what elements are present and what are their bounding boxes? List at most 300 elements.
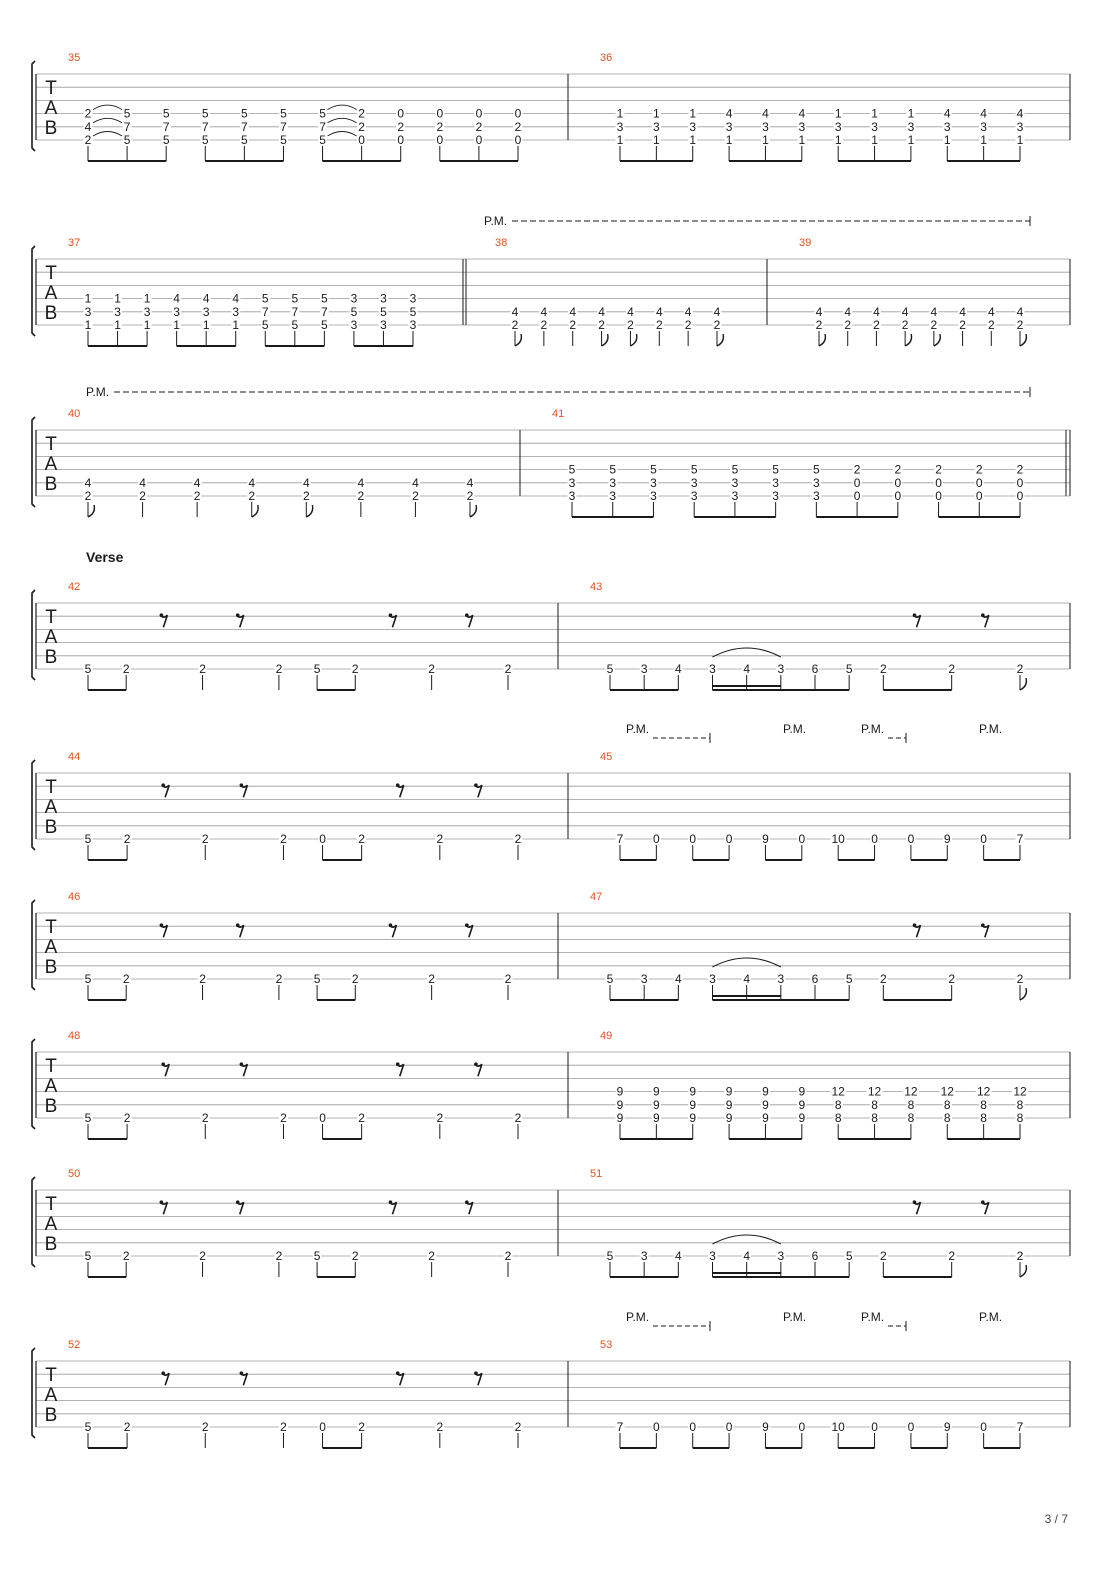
fret-number: 2	[357, 489, 365, 503]
tab-clef-letter: T	[45, 434, 57, 455]
tab-clef-letter: A	[44, 283, 58, 304]
system-bracket	[32, 760, 35, 850]
tab-clef-letter: B	[44, 1234, 58, 1255]
fret-number: 2	[358, 106, 365, 121]
fret-number: 9	[653, 1084, 660, 1099]
fret-number: 5	[845, 662, 853, 676]
fret-number: 0	[397, 106, 405, 121]
page-number: 3 / 7	[1044, 1512, 1068, 1526]
fret-number: 3	[689, 119, 697, 134]
fret-number: 5	[123, 133, 131, 147]
fret-number: 4	[655, 304, 663, 319]
eighth-rest	[160, 615, 167, 627]
fret-number: 0	[358, 133, 365, 147]
fret-number: 4	[511, 304, 519, 319]
eighth-rest-dot	[236, 923, 240, 927]
fret-number: 2	[122, 972, 130, 986]
system-6	[32, 891, 1070, 1000]
fret-number: 2	[1016, 318, 1024, 332]
fret-number: 12	[831, 1084, 845, 1099]
fret-number: 4	[598, 304, 605, 319]
measure-number: 35	[68, 52, 81, 64]
fret-number: 8	[907, 1111, 915, 1125]
tab-clef-letter: A	[44, 1076, 58, 1097]
fret-number: 3	[143, 304, 151, 319]
fret-number: 9	[725, 1111, 733, 1125]
fret-number: 4	[1016, 106, 1024, 121]
fret-number: 0	[980, 832, 987, 846]
eighth-rest-dot	[236, 613, 240, 617]
fret-number: 2	[655, 318, 663, 332]
fret-number: 0	[798, 832, 806, 846]
fret-number: 5	[650, 462, 657, 477]
note-flag	[1020, 334, 1026, 346]
eighth-rest-dot	[389, 923, 393, 927]
fret-number: 4	[674, 1249, 682, 1263]
fret-number: 0	[653, 1420, 660, 1434]
fret-number: 4	[357, 475, 365, 490]
fret-number: 2	[975, 462, 983, 477]
tab-clef-letter: T	[45, 1194, 57, 1215]
fret-number: 0	[653, 832, 660, 846]
eighth-rest-dot	[161, 1062, 165, 1066]
fret-number: 5	[731, 462, 739, 477]
fret-number: 1	[871, 133, 878, 147]
fret-number: 8	[834, 1097, 842, 1112]
fret-number: 8	[943, 1111, 951, 1125]
system-bracket	[32, 1177, 35, 1267]
note-flag	[934, 334, 940, 346]
fret-number: 6	[811, 1249, 819, 1263]
tab-clef-letter: A	[44, 937, 58, 958]
fret-number: 3	[409, 291, 417, 306]
fret-number: 2	[504, 662, 512, 676]
measure-number: 43	[590, 581, 603, 593]
fret-number: 3	[772, 475, 779, 490]
fret-number: 4	[901, 304, 909, 319]
palm-mute-label: P.M.	[626, 1310, 650, 1324]
section-label: Verse	[86, 549, 124, 565]
eighth-rest	[914, 1202, 921, 1214]
eighth-rest-dot	[474, 1371, 478, 1375]
fret-number: 3	[616, 119, 624, 134]
fret-number: 5	[606, 972, 614, 986]
measure-number: 53	[600, 1339, 613, 1351]
fret-number: 5	[241, 133, 248, 147]
fret-number: 1	[114, 291, 121, 306]
system-bracket	[32, 1348, 35, 1438]
fret-number: 2	[948, 662, 956, 676]
palm-mute-label: P.M.	[783, 722, 807, 736]
fret-number: 3	[871, 119, 878, 134]
fret-number: 5	[845, 1249, 853, 1263]
fret-number: 9	[943, 832, 951, 846]
fret-number: 2	[122, 662, 130, 676]
measure-43	[590, 581, 1026, 690]
fret-number: 5	[261, 291, 269, 306]
fret-number: 5	[606, 662, 614, 676]
fret-number: 2	[358, 1420, 365, 1434]
fret-number: 2	[275, 972, 283, 986]
eighth-rest-dot	[236, 1200, 240, 1204]
fret-number: 1	[689, 133, 697, 147]
fret-number: 2	[514, 1420, 522, 1434]
eighth-rest-dot	[160, 1200, 164, 1204]
system-5	[32, 722, 1070, 860]
fret-number: 3	[380, 318, 387, 332]
tab-clef-letter: A	[44, 797, 58, 818]
measure-number: 46	[68, 891, 81, 903]
fret-number: 2	[959, 318, 966, 332]
fret-number: 0	[935, 475, 942, 490]
fret-number: 5	[350, 304, 358, 319]
fret-number: 4	[302, 475, 310, 490]
eighth-rest-dot	[161, 783, 165, 787]
fret-number: 3	[777, 972, 785, 986]
fret-number: 3	[834, 119, 842, 134]
fret-number: 5	[201, 133, 209, 147]
fret-number: 2	[1016, 1249, 1024, 1263]
fret-number: 2	[475, 119, 483, 134]
fret-number: 0	[1016, 489, 1024, 503]
fret-number: 12	[976, 1084, 991, 1099]
fret-number: 9	[798, 1111, 806, 1125]
measure-37	[68, 237, 418, 346]
fret-number: 3	[762, 119, 769, 134]
fret-number: 1	[798, 133, 806, 147]
eighth-rest	[240, 1373, 247, 1385]
fret-number: 2	[199, 972, 206, 986]
fret-number: 4	[232, 291, 240, 306]
fret-number: 1	[173, 318, 180, 332]
system-8	[32, 1168, 1070, 1277]
fret-number: 2	[879, 662, 887, 676]
fret-number: 2	[514, 119, 522, 134]
fret-number: 0	[853, 475, 861, 490]
fret-number: 9	[798, 1097, 806, 1112]
fret-number: 4	[943, 106, 951, 121]
measure-number: 52	[68, 1339, 81, 1351]
fret-number: 2	[397, 119, 405, 134]
eighth-rest	[466, 615, 473, 627]
fret-number: 2	[428, 972, 435, 986]
fret-number: 1	[616, 106, 624, 121]
fret-number: 2	[935, 462, 942, 477]
fret-number: 2	[280, 1420, 287, 1434]
fret-number: 5	[313, 1249, 321, 1263]
fret-number: 9	[762, 1097, 769, 1112]
fret-number: 7	[319, 119, 326, 134]
tab-clef-letter: B	[44, 118, 58, 139]
fret-number: 1	[143, 291, 151, 306]
eighth-rest	[389, 1202, 396, 1214]
fret-number: 3	[772, 489, 779, 503]
fret-number: 2	[351, 662, 359, 676]
fret-number: 2	[275, 662, 283, 676]
fret-number: 2	[1016, 462, 1024, 477]
fret-number: 3	[907, 119, 915, 134]
fret-number: 0	[725, 1420, 733, 1434]
tab-clef-letter: T	[45, 1365, 57, 1386]
fret-number: 2	[987, 318, 995, 332]
fret-number: 2	[436, 1111, 444, 1125]
fret-number: 2	[948, 1249, 956, 1263]
fret-number: 9	[689, 1084, 697, 1099]
system-7	[32, 1030, 1070, 1139]
tie	[328, 105, 357, 110]
fret-number: 12	[940, 1084, 954, 1099]
fret-number: 3	[350, 291, 358, 306]
fret-number: 4	[743, 1249, 751, 1263]
note-flag	[1020, 988, 1026, 1000]
fret-number: 2	[514, 832, 522, 846]
measure-47	[590, 891, 1026, 1000]
fret-number: 0	[975, 489, 983, 503]
eighth-rest	[475, 1064, 482, 1076]
fret-number: 5	[690, 462, 698, 477]
fret-number: 2	[351, 972, 359, 986]
fret-number: 5	[313, 662, 321, 676]
fret-number: 4	[173, 291, 180, 306]
tie	[93, 132, 122, 137]
tab-clef-letter: A	[44, 627, 58, 648]
fret-number: 4	[980, 106, 987, 121]
eighth-rest	[237, 925, 244, 937]
fret-number: 5	[319, 133, 326, 147]
fret-number: 3	[380, 291, 387, 306]
fret-number: 4	[412, 475, 419, 490]
fret-number: 1	[762, 133, 769, 147]
fret-number: 10	[831, 832, 845, 846]
fret-number: 3	[409, 318, 417, 332]
tab-clef-letter: T	[45, 263, 57, 284]
fret-number: 0	[475, 133, 483, 147]
tab-clef-letter: A	[44, 1214, 58, 1235]
fret-number: 8	[834, 1111, 842, 1125]
fret-number: 4	[844, 304, 852, 319]
fret-number: 5	[321, 291, 328, 306]
fret-number: 2	[511, 318, 519, 332]
fret-number: 7	[201, 119, 209, 134]
fret-number: 0	[1016, 475, 1024, 490]
system-9	[32, 1310, 1070, 1448]
fret-number: 2	[684, 318, 692, 332]
fret-number: 9	[762, 832, 769, 846]
fret-number: 5	[84, 1249, 92, 1263]
tab-clef-letter: B	[44, 474, 58, 495]
fret-number: 2	[201, 832, 209, 846]
note-flag	[602, 334, 608, 346]
fret-number: 0	[436, 133, 444, 147]
fret-number: 9	[798, 1084, 806, 1099]
fret-number: 9	[762, 1111, 769, 1125]
fret-number: 7	[616, 1420, 624, 1434]
eighth-rest	[237, 1202, 244, 1214]
fret-number: 5	[84, 662, 92, 676]
fret-number: 4	[674, 972, 682, 986]
fret-number: 0	[935, 489, 942, 503]
fret-number: 2	[1016, 972, 1024, 986]
fret-number: 2	[84, 106, 92, 121]
fret-number: 3	[1016, 119, 1024, 134]
measure-number: 48	[68, 1030, 81, 1042]
fret-number: 2	[275, 1249, 283, 1263]
tie	[93, 105, 122, 110]
fret-number: 2	[873, 318, 880, 332]
fret-number: 3	[568, 489, 576, 503]
fret-number: 1	[689, 106, 697, 121]
fret-number: 1	[725, 133, 733, 147]
fret-number: 0	[689, 1420, 697, 1434]
fret-number: 8	[907, 1097, 915, 1112]
tab-clef-letter: T	[45, 917, 57, 938]
fret-number: 4	[743, 972, 751, 986]
fret-number: 2	[627, 318, 634, 332]
note-flag	[515, 334, 521, 346]
fret-number: 9	[653, 1111, 660, 1125]
eighth-rest	[237, 615, 244, 627]
eighth-rest-dot	[389, 613, 393, 617]
eighth-rest-dot	[981, 613, 985, 617]
fret-number: 3	[709, 1249, 716, 1263]
fret-number: 5	[845, 972, 853, 986]
fret-number: 2	[351, 1249, 359, 1263]
fret-number: 2	[901, 318, 909, 332]
fret-number: 3	[650, 475, 657, 490]
fret-number: 1	[834, 106, 842, 121]
note-flag	[630, 334, 636, 346]
fret-number: 1	[143, 318, 151, 332]
palm-mute-label: P.M.	[86, 385, 110, 399]
measure-41	[552, 408, 1066, 517]
fret-number: 9	[762, 1420, 769, 1434]
measure-39	[799, 237, 1026, 346]
eighth-rest-dot	[465, 923, 469, 927]
eighth-rest	[982, 615, 989, 627]
measure-number: 38	[495, 237, 508, 249]
fret-number: 4	[569, 304, 577, 319]
eighth-rest-dot	[161, 1371, 165, 1375]
fret-number: 1	[84, 291, 92, 306]
eighth-rest	[162, 1064, 169, 1076]
fret-number: 2	[428, 1249, 435, 1263]
tab-clef-letter: B	[44, 957, 58, 978]
fret-number: 2	[248, 489, 256, 503]
fret-number: 2	[428, 662, 435, 676]
eighth-rest	[389, 925, 396, 937]
fret-number: 5	[291, 291, 299, 306]
fret-number: 7	[162, 119, 170, 134]
fret-number: 2	[436, 1420, 444, 1434]
fret-number: 3	[798, 119, 806, 134]
fret-number: 2	[853, 462, 861, 477]
fret-number: 0	[319, 832, 326, 846]
fret-number: 1	[653, 133, 660, 147]
note-flag	[252, 505, 258, 517]
fret-number: 2	[139, 489, 146, 503]
measure-number: 47	[590, 891, 603, 903]
fret-number: 0	[689, 832, 697, 846]
fret-number: 2	[930, 318, 938, 332]
fret-number: 2	[436, 832, 444, 846]
tab-clef-letter: A	[44, 454, 58, 475]
fret-number: 2	[199, 1249, 206, 1263]
fret-number: 7	[291, 304, 299, 319]
eighth-rest-dot	[465, 1200, 469, 1204]
tab-clef-letter: T	[45, 1056, 57, 1077]
measure-38	[466, 237, 723, 346]
fret-number: 5	[606, 1249, 614, 1263]
fret-number: 7	[261, 304, 269, 319]
fret-number: 4	[139, 475, 146, 490]
tab-clef-letter: T	[45, 777, 57, 798]
tab-clef-letter: T	[45, 607, 57, 628]
system-3	[32, 385, 1070, 517]
fret-number: 5	[201, 106, 209, 121]
fret-number: 0	[894, 475, 902, 490]
fret-number: 3	[609, 489, 617, 503]
fret-number: 4	[725, 106, 733, 121]
fret-number: 5	[123, 106, 131, 121]
measure-50	[68, 1168, 513, 1277]
eighth-rest-dot	[240, 1062, 244, 1066]
palm-mute-label: P.M.	[484, 214, 508, 228]
system-bracket	[32, 1039, 35, 1129]
fret-number: 4	[193, 475, 201, 490]
measure-number: 40	[68, 408, 81, 420]
measure-44	[68, 751, 523, 860]
fret-number: 2	[598, 318, 605, 332]
fret-number: 5	[772, 462, 779, 477]
fret-number: 0	[871, 1420, 878, 1434]
fret-number: 2	[879, 1249, 887, 1263]
fret-number: 12	[904, 1084, 918, 1099]
fret-number: 7	[616, 832, 624, 846]
measure-36	[600, 52, 1025, 161]
fret-number: 4	[743, 662, 751, 676]
fret-number: 7	[321, 304, 328, 319]
tab-clef-letter: B	[44, 1405, 58, 1426]
eighth-rest-dot	[160, 923, 164, 927]
fret-number: 4	[540, 304, 548, 319]
fret-number: 0	[397, 133, 405, 147]
palm-mute-label: P.M.	[783, 1310, 807, 1324]
fret-number: 4	[798, 106, 806, 121]
tie	[328, 118, 357, 123]
eighth-rest	[982, 1202, 989, 1214]
fret-number: 2	[358, 832, 365, 846]
fret-number: 3	[653, 119, 660, 134]
fret-number: 8	[871, 1097, 878, 1112]
fret-number: 4	[674, 662, 682, 676]
fret-number: 2	[84, 489, 92, 503]
fret-number: 4	[248, 475, 256, 490]
fret-number: 3	[980, 119, 987, 134]
tab-clef-letter: A	[44, 98, 58, 119]
fret-number: 5	[568, 462, 576, 477]
measure-number: 37	[68, 237, 81, 249]
fret-number: 1	[907, 133, 915, 147]
fret-number: 4	[627, 304, 634, 319]
measure-number: 36	[600, 52, 613, 64]
fret-number: 0	[319, 1111, 326, 1125]
measure-number: 45	[600, 751, 613, 763]
tab-clef-letter: B	[44, 647, 58, 668]
fret-number: 3	[813, 475, 820, 490]
fret-number: 0	[980, 1420, 987, 1434]
fret-number: 2	[122, 1249, 130, 1263]
fret-number: 3	[943, 119, 951, 134]
